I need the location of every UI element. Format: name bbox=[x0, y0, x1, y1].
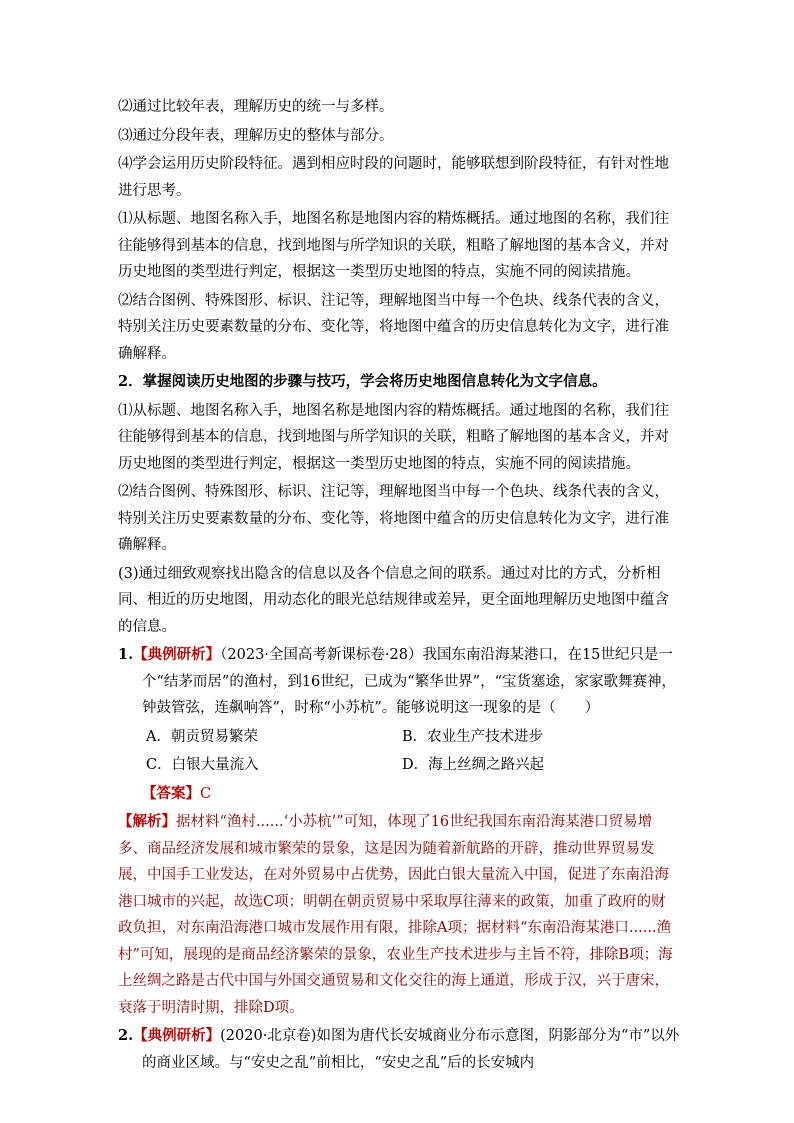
question-number: 1. bbox=[118, 646, 134, 663]
text-line: ⑷学会运用历史阶段特征。遇到相应时段的问题时，能够联想到阶段特征，有针对性地进行思考。 bbox=[118, 156, 669, 199]
document-body bbox=[118, 94, 680, 1076]
text-line: ⑵通过比较年表，理解历史的统一与多样。 bbox=[118, 99, 394, 115]
question-2 bbox=[118, 1023, 680, 1076]
option-c: C．白银大量流入 bbox=[146, 757, 259, 773]
analysis-text: 据材料“渔村......‘小苏杭’”可知，体现了16世纪我国东南沿海某港口贸易增多、商品经济发展和城市繁荣的景象，这是因为随着新航路的开辟，推动世界贸易发展，中国手工业发达，在对外贸易中占优势，因此白银大量流入中国，促进了东南沿海港口城市的兴起，故选C项；明朝在朝贡贸易中采取厚往薄来的政策，加重了政府的财政负担，对东南沿海港口城市发展作用有限，排除A项；据材料“东南沿海某港口......渔村”可知，展现的是商品经济繁荣的景象，农业生产技术进步与主旨不符，排除B项；海上丝绸之路是古代中国与外国交通贸易和文化交往的海上通道，形成于汉，兴于唐宋，衰落于明清时期，排除D项。 bbox=[118, 814, 673, 1016]
option-b: B．农业生产技术进步 bbox=[402, 728, 544, 745]
answer-tag: 【答案】 bbox=[142, 784, 200, 802]
section-heading: 2．掌握阅读历史地图的步骤与技巧，学会将历史地图信息转化为文字信息。 bbox=[118, 373, 607, 390]
text-line: ⑵结合图例、特殊图形、标识、注记等，理解地图当中每一个色块、线条代表的含义，特别关注历史要素数量的分布、变化等，将地图中蕴含的历史信息转化为文字，进行准确解释。 bbox=[118, 292, 669, 362]
question-1 bbox=[118, 642, 680, 1021]
option-a: A．朝贡贸易繁荣 bbox=[146, 728, 258, 745]
question-text: (2020·北京卷)如图为唐代长安城商业分布示意图，阴影部分为“市”以外的商业区域。与“安史之乱”前相比，“安史之乱”后的长安城内 bbox=[142, 1028, 680, 1071]
question-stem bbox=[118, 1023, 680, 1076]
analysis-paragraph bbox=[118, 809, 680, 1021]
text-line: ⑶通过分段年表，理解历史的整体与部分。 bbox=[118, 127, 394, 144]
question-tag: 【典例研析】 bbox=[133, 1027, 221, 1044]
answer-value: C bbox=[200, 785, 212, 802]
question-stem bbox=[118, 642, 680, 722]
text-line: ⑴从标题、地图名称入手，地图名称是地图内容的精炼概括。通过地图的名称，我们往往能够得到基本的信息，找到地图与所学知识的关联，粗略了解地图的基本含义，并对历史地图的类型进行判定，根据这一类型历史地图的特点，实施不同的阅读措施。 bbox=[118, 402, 669, 472]
analysis-tag: 【解析】 bbox=[118, 813, 176, 830]
question-tag: 【典例研析】 bbox=[133, 646, 221, 663]
text-line: ⑵结合图例、特殊图形、标识、注记等，理解地图当中每一个色块、线条代表的含义，特别关注历史要素数量的分布、变化等，将地图中蕴含的历史信息转化为文字，进行准确解释。 bbox=[118, 484, 669, 553]
answer-line bbox=[118, 781, 680, 808]
options-row bbox=[118, 724, 680, 751]
options-row bbox=[118, 752, 680, 779]
text-line: ⑴从标题、地图名称入手，地图名称是地图内容的精炼概括。通过地图的名称，我们往往能够得到基本的信息，找到地图与所学知识的关联，粗略了解地图的基本含义，并对历史地图的类型进行判定，根据这一类型历史地图的特点，实施不同的阅读措施。 bbox=[118, 211, 669, 280]
text-line: (3)通过细致观察找出隐含的信息以及各个信息之间的联系。通过对比的方式，分析相同、相近的历史地图，用动态化的眼光总结规律或差异，更全面地理解历史地图中蕴含的信息。 bbox=[118, 565, 669, 635]
option-d: D．海上丝绸之路兴起 bbox=[402, 757, 545, 773]
question-number: 2. bbox=[118, 1027, 134, 1044]
question-text: （2023·全国高考新课标卷·28）我国东南沿海某港口，在15世纪只是一个“结茅而居”的渔村，到16世纪，已成为“繁华世界”，“宝货塞途，家家歌舞赛神，钟鼓管弦，连飙响答”，时称“小苏杭”。能够说明这一现象的是（ ） bbox=[142, 647, 677, 716]
